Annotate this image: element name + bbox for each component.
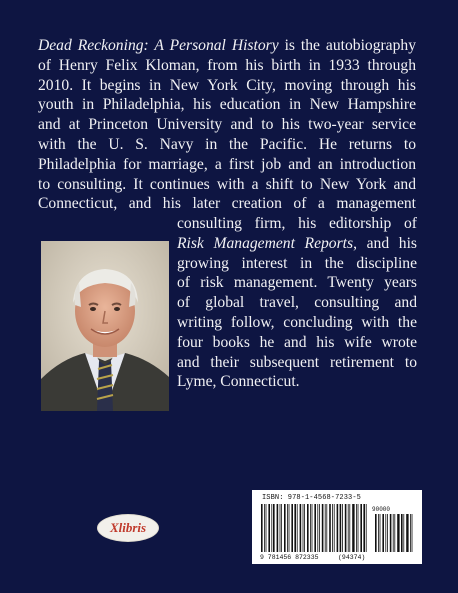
blurb-line: Dead Reckoning: A Personal History is the autobiography [38, 37, 416, 54]
blurb-line: and their subsequent retirement to [177, 353, 417, 371]
barcode-bars [260, 504, 370, 552]
blurb-wrap-text [177, 214, 417, 392]
author-photo [41, 241, 169, 411]
blurb-line: Philadelphia for marriage, a first job and an introduction [38, 155, 416, 173]
publisher-logo [97, 514, 159, 542]
barcode-digits: 9 781456 872335 (94374) [260, 554, 366, 561]
price-barcode-bars [374, 514, 416, 552]
blurb-line: consulting firm, his editorship of [177, 215, 417, 232]
blurb-line: and at Princeton University and to his two-year service [38, 116, 416, 134]
publisher-logo-text: Xlibris [109, 520, 147, 535]
blurb-line: writing follow, concluding with the [177, 313, 417, 331]
blurb-line: to consulting. It continues with a shift to New York and [38, 175, 416, 193]
blurb-line: four books he and his wife wrote [177, 333, 417, 351]
publication-title: Risk Management Reports [177, 234, 354, 252]
price-code: 90000 [372, 506, 391, 513]
blurb-line: Lyme, Connecticut. [177, 373, 300, 391]
blurb-line: youth in Philadelphia, his education in New Hampshire [38, 96, 416, 114]
blurb-line: of Henry Felix Kloman, from his birth in 1933 through [38, 56, 416, 74]
blurb-paragraph [38, 36, 416, 214]
blurb-line: of risk management. Twenty years [177, 274, 417, 292]
blurb-line: of global travel, consulting and [177, 294, 417, 312]
blurb-line: Risk Management Reports, and his [177, 234, 417, 252]
book-title: Dead Reckoning: A Personal History [38, 37, 279, 54]
blurb-line: growing interest in the discipline [177, 254, 417, 272]
blurb-line: Connecticut, and his later creation of a management [38, 195, 416, 213]
isbn-barcode [252, 490, 422, 564]
blurb-line: with the U. S. Navy in the Pacific. He returns to [38, 135, 416, 153]
blurb-line: 2010. It begins in New York City, moving through his [38, 76, 416, 94]
isbn-text: ISBN: 978-1-4568-7233-5 [262, 494, 361, 502]
